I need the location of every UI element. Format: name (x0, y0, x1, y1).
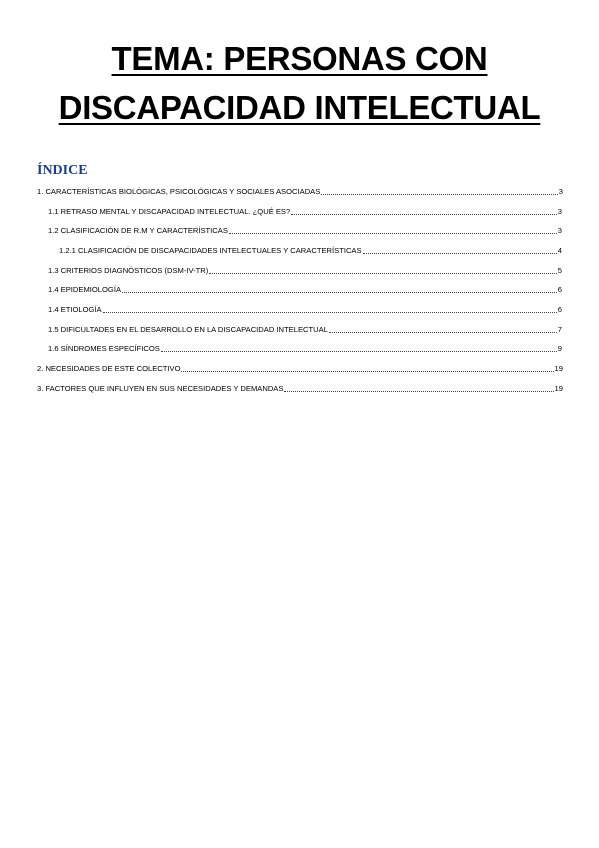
toc-entry-label: 1.4 ETIOLOGÍA (48, 305, 102, 314)
toc-entry-page: 3 (557, 226, 562, 235)
toc-entry-label: 1.2.1 CLASIFICACIÓN DE DISCAPACIDADES INTELECTUALES Y CARACTERÍSTICAS (59, 246, 362, 255)
toc-entry-1-4b[interactable] (48, 305, 562, 315)
toc-entry-1-3[interactable] (48, 266, 562, 276)
document-title-line-2: DISCAPACIDAD INTELECTUAL (58, 89, 541, 126)
toc-entry-1-2[interactable] (48, 226, 562, 236)
dot-leader (363, 246, 557, 254)
document-title-line-1: TEMA: PERSONAS CON (111, 40, 488, 77)
toc-entry-page: 3 (557, 207, 562, 216)
toc-entry-page: 6 (557, 285, 562, 294)
toc-entry-2[interactable] (37, 364, 563, 374)
toc-entry-page: 7 (557, 325, 562, 334)
toc-entry-1-4a[interactable] (48, 285, 562, 295)
toc-entry-label: 3. FACTORES QUE INFLUYEN EN SUS NECESIDADES Y DEMANDAS (37, 384, 284, 393)
dot-leader (181, 364, 553, 372)
toc-entry-1-2-1[interactable] (59, 246, 562, 256)
toc-entry-1-1[interactable] (48, 207, 562, 217)
dot-leader (321, 187, 557, 195)
toc-entry-1[interactable] (37, 187, 563, 197)
toc-entry-1-5[interactable] (48, 325, 562, 335)
toc-entry-page: 19 (554, 384, 563, 393)
toc-entry-label: 1.4 EPIDEMIOLOGÍA (48, 285, 122, 294)
toc-entry-label: 1.2 CLASIFICACIÓN DE R.M Y CARACTERÍSTICAS (48, 226, 228, 235)
toc-entry-1-6[interactable] (48, 344, 562, 354)
toc-entry-page: 3 (558, 187, 563, 196)
toc-entry-label: 1.3 CRITERIOS DIAGNÓSTICOS (DSM-IV-TR) (48, 266, 209, 275)
toc-entry-page: 6 (557, 305, 562, 314)
toc-entry-page: 4 (557, 246, 562, 255)
dot-leader (229, 226, 557, 234)
toc-entry-label: 1.6 SÍNDROMES ESPECÍFICOS (48, 344, 160, 353)
dot-leader (122, 285, 557, 293)
dot-leader (291, 207, 557, 215)
dot-leader (284, 384, 553, 392)
toc-entry-page: 5 (557, 266, 562, 275)
toc-entry-3[interactable] (37, 384, 563, 394)
toc-entry-label: 1.5 DIFICULTADES EN EL DESARROLLO EN LA DISCAPACIDAD INTELECTUAL (48, 325, 328, 334)
dot-leader (329, 325, 557, 333)
toc-entry-page: 9 (557, 344, 562, 353)
toc-entry-label: 2. NECESIDADES DE ESTE COLECTIVO (37, 364, 181, 373)
toc-entry-page: 19 (554, 364, 563, 373)
dot-leader (161, 344, 557, 352)
toc-entry-label: 1.1 RETRASO MENTAL Y DISCAPACIDAD INTELECTUAL. ¿QUÉ ES? (48, 207, 291, 216)
toc-heading: ÍNDICE (37, 163, 88, 178)
toc-entry-label: 1. CARACTERÍSTICAS BIOLÓGICAS, PSICOLÓGICAS Y SOCIALES ASOCIADAS (37, 187, 321, 196)
dot-leader (103, 305, 557, 313)
dot-leader (209, 266, 556, 274)
